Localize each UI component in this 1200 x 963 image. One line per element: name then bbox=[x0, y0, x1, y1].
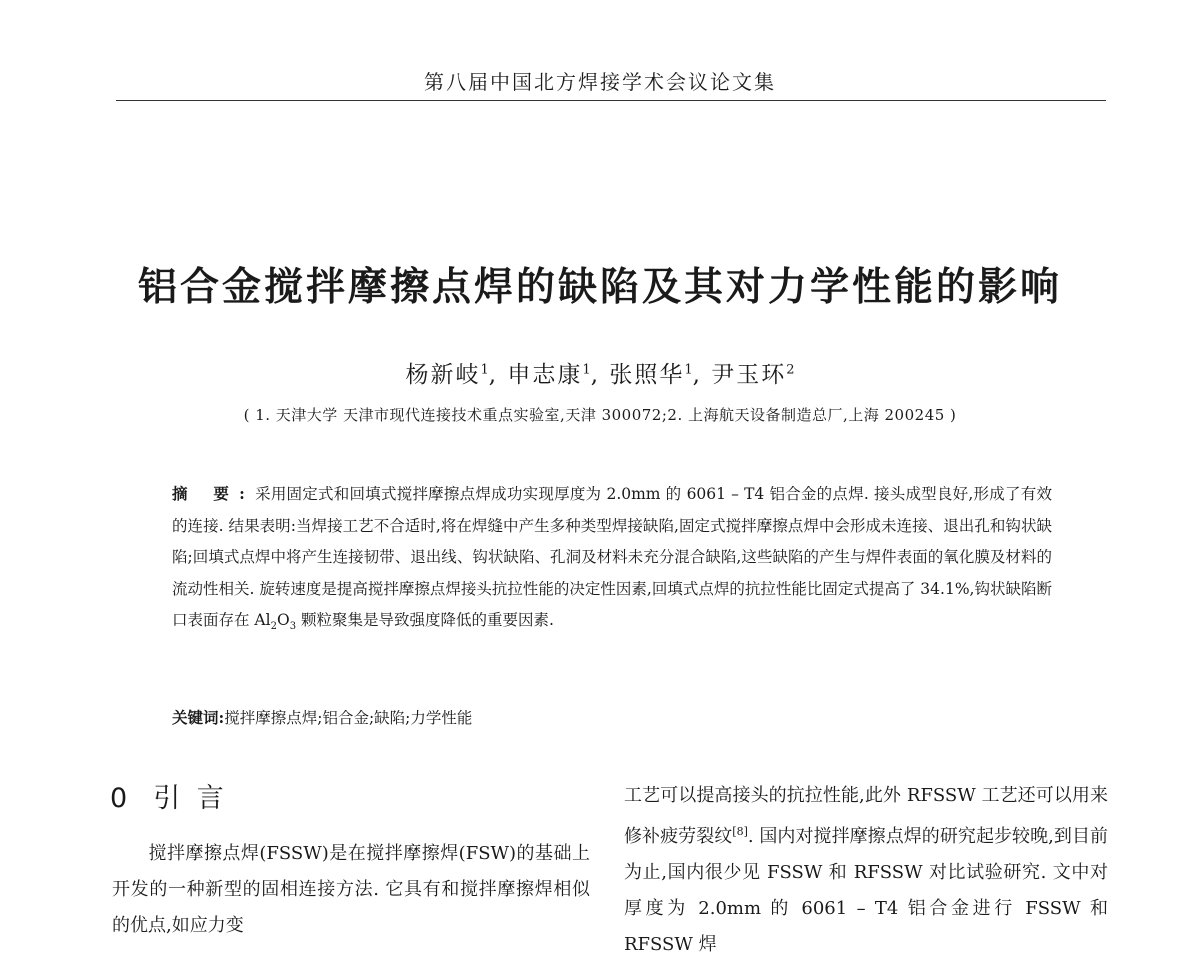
header-rule bbox=[116, 100, 1106, 101]
paper-title: 铝合金搅拌摩擦点焊的缺陷及其对力学性能的影响 bbox=[137, 265, 1062, 310]
author-affiliation-mark: 2 bbox=[786, 362, 795, 378]
author-name: 张照华 bbox=[609, 362, 685, 388]
author-affiliation-mark: 1 bbox=[480, 362, 489, 378]
paragraph-text: . 国内对搅拌摩擦点焊的研究起步较晚,到目前为止,国内很少见 FSSW 和 RFSSW 对比试验研究. 文中对厚度为 2.0mm 的 6061 – T4 铝合金进行 FSSW 和 RFSSW 焊 bbox=[624, 826, 1109, 955]
keywords-label: 关键词: bbox=[172, 708, 225, 727]
author-name: 申志康 bbox=[507, 362, 583, 388]
author-name: 尹玉环 bbox=[711, 362, 787, 388]
subscript: 3 bbox=[289, 621, 297, 633]
abstract bbox=[172, 478, 1052, 643]
section-number: 0 bbox=[110, 783, 132, 814]
running-header: 第八届中国北方焊接学术会议论文集 bbox=[424, 70, 776, 94]
affiliations: ( 1. 天津大学 天津市现代连接技术重点实验室,天津 300072;2. 上海航天设备制造总厂,上海 200245 ) bbox=[243, 406, 957, 424]
author-list: 杨新岐$^1$, 申志康$^1$, 张照华$^1$, 尹玉环$^2$ bbox=[405, 362, 795, 388]
section-title: 引 言 bbox=[153, 783, 228, 814]
abstract-text: 采用固定式和回填式搅拌摩擦点焊成功实现厚度为 2.0mm 的 6061 – T4 铝合金的点焊. 接头成型良好,形成了有效的连接. 结果表明:当焊接工艺不合适时,将在焊缝中产生多种类型焊接缺陷,固定式搅拌摩擦点焊中会形成未连接、退出孔和钩状缺陷;回填式点焊中将产生连接韧带、退出线、钩状缺陷、孔洞及材料未充分混合缺陷,这些缺陷的产生与焊件表面的氧化膜及材料的流动性相关. 旋转速度是提高搅拌摩擦点焊接头抗拉性能的决定性因素,回填式点焊的抗拉性能比固定式提高了 34.1%,钩状缺陷断口表面存在 Al bbox=[172, 485, 1052, 629]
keywords-text: 搅拌摩擦点焊;铝合金;缺陷;力学性能 bbox=[224, 709, 473, 727]
citation-ref: [8] bbox=[732, 825, 748, 838]
abstract-label: 摘 要: bbox=[172, 484, 255, 503]
subscript: 2 bbox=[270, 621, 277, 633]
keywords bbox=[172, 704, 1052, 732]
paragraph-text: 工艺可以提高接头的抗拉性能,此外 RFSSW 工艺还可以用来修补疲劳裂纹 bbox=[624, 785, 1108, 847]
abstract-text: O bbox=[276, 611, 290, 629]
author-name: 杨新岐 bbox=[405, 362, 481, 388]
body-left-column bbox=[112, 836, 590, 944]
abstract-text: 颗粒聚集是导致强度降低的重要因素. bbox=[296, 611, 554, 629]
author-affiliation-mark: 1 bbox=[684, 362, 693, 378]
author-affiliation-mark: 1 bbox=[582, 362, 591, 378]
section-heading bbox=[110, 776, 228, 815]
body-right-column bbox=[624, 778, 1108, 963]
paragraph-text: 搅拌摩擦点焊(FSSW)是在搅拌摩擦焊(FSW)的基础上开发的一种新型的固相连接方法. 它具有和搅拌摩擦焊相似的优点,如应力变 bbox=[112, 843, 590, 936]
